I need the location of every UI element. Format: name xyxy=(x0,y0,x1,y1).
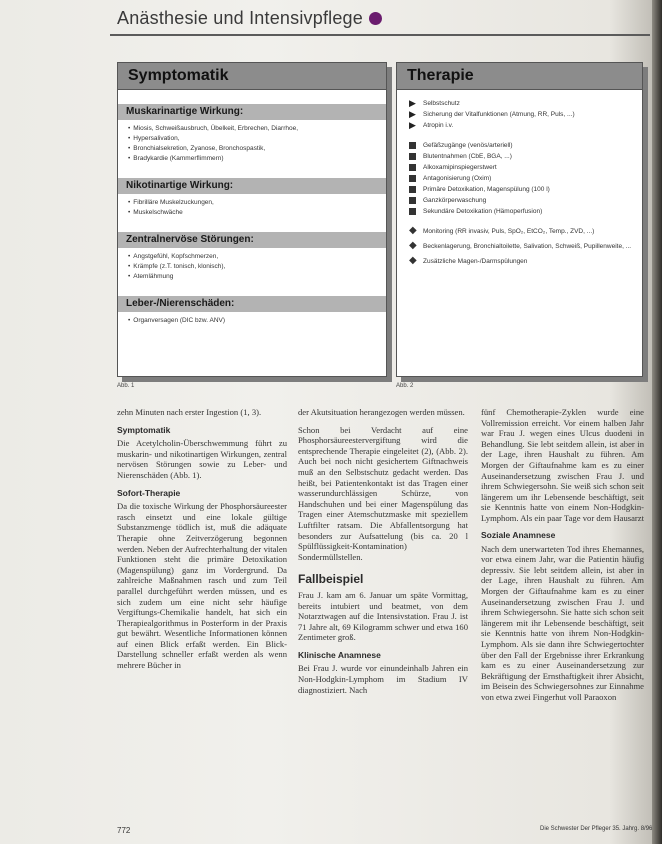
list-item: Gefäßzugänge (venös/arteriell) xyxy=(409,140,642,151)
list-item: • Krämpfe (z.T. tonisch, klonisch), xyxy=(128,262,386,272)
paragraph: der Akutsituation herangezogen werden müssen. xyxy=(298,407,465,417)
square-icon xyxy=(409,175,416,182)
text-column-2 xyxy=(298,407,468,702)
square-icon xyxy=(409,164,416,171)
paragraph: zehn Minuten nach erster Ingestion (1, 3). xyxy=(117,407,262,417)
paragraph: Schon bei Verdacht auf eine Phosphorsäureestervergiftung wird die entsprechende Therapie eingeleitet (2), (Abb. 2). Auch bei noch nicht gesichertem Giftnachweis muß an den Selbstschutz gedacht werden. Das heißt, bei Patientenkontakt ist das Tragen einer wasserundurchlässigen Schürze, von Handschuhen und bei einer Magenspülung das Tragen einer Atemschutzmaske mit speziellem Luftfilter ratsam. Die Abfallentsorgung hat besonders zur Aufsattelung (bis ca. 20 l Spülflüssigkeit-Kontamination) Sondermüllstellen. xyxy=(298,424,468,562)
heading-klinische-anamnese: Klinische Anamnese xyxy=(298,649,381,660)
list-item: ◆ Monitoring (RR invasiv, Puls, SpO₂, EtCO₂, Temp., ZVD, ...) xyxy=(409,225,595,236)
therapie-list xyxy=(397,90,642,267)
list-item: • Angstgefühl, Kopfschmerzen, xyxy=(128,252,386,262)
nikotin-list xyxy=(118,198,386,218)
zns-heading: Zentralnervöse Störungen: xyxy=(118,232,386,248)
diamond-icon: ◆ xyxy=(409,240,417,251)
therapie-box xyxy=(396,62,643,377)
arrow-right-icon: ▶ xyxy=(409,120,416,130)
leber-list xyxy=(118,316,386,326)
square-icon xyxy=(409,186,416,193)
list-item: • Miosis, Schweißausbruch, Übelkeit, Erbrechen, Diarrhoe, xyxy=(128,124,386,134)
list-item: Ganzkörperwaschung xyxy=(409,195,642,206)
heading-sofort-therapie: Sofort-Therapie xyxy=(117,487,181,498)
section-dot-icon xyxy=(369,12,382,25)
paragraph: Frau J. kam am 6. Januar um späte Vormittag, bereits intubiert und beatmet, von dem Notarztwagen auf die Intensivstation. Frau J. ist 71 Jahre alt, 69 Kilogramm schwer und etwa 160 Zentimeter groß. xyxy=(298,589,468,643)
book-gutter xyxy=(652,0,662,844)
list-item: Sekundäre Detoxikation (Hämoperfusion) xyxy=(409,206,642,217)
square-icon xyxy=(409,208,416,215)
square-icon xyxy=(409,197,416,204)
arrow-right-icon: ▶ xyxy=(409,98,416,108)
list-item: ◆ Beckenlagerung, Bronchialtoilette, Salivation, Schweiß, Pupillenweite, ... xyxy=(409,240,632,251)
list-item: • Bradykardie (Kammerflimmern) xyxy=(128,154,386,164)
paragraph: fünf Chemotherapie-Zyklen wurde eine Vollremission erreicht. Vor einem halben Jahr war Frau J. wegen eines Ulcus duodeni in Behandlung. Sie lebt seitdem allein, ist aber in der Lage, ihren Haushalt zu führen. Am Morgen der Giftaufnahme kam es zu einer Auseinandersetzung zwischen Frau J. und ihrem Schwiegersohn. Sie weiß sich schon seit längerem um ihr Lebensende beschäftigt, seit sie Kenntnis hatte von einem Non-Hodgkin-Lymphom. Als ein paar Tage vor dem Hausarzt xyxy=(481,407,644,523)
list-item: Primäre Detoxikation, Magenspülung (100 l) xyxy=(409,184,642,195)
list-item: • Muskelschwäche xyxy=(128,208,386,218)
page-header xyxy=(117,8,382,29)
heading-symptomatik: Symptomatik xyxy=(117,424,171,435)
arrow-right-icon: ▶ xyxy=(409,109,416,119)
nikotin-heading: Nikotinartige Wirkung: xyxy=(118,178,386,194)
muskarin-list xyxy=(118,124,386,164)
diamond-icon: ◆ xyxy=(409,225,417,236)
list-item: ▶ Atropin i.v. xyxy=(409,120,454,130)
list-item: • Fibrilläre Muskelzuckungen, xyxy=(128,198,386,208)
figure-caption-1: Abb. 1 xyxy=(117,383,135,389)
square-icon xyxy=(409,153,416,160)
section-title: Anästhesie und Intensivpflege xyxy=(117,8,363,28)
list-item: ▶ Selbstschutz xyxy=(409,98,460,108)
paragraph: Da die toxische Wirkung der Phosphorsäureester rasch einsetzt und eine lokale gültige Substanzmenge tödlich ist, muß die adäquate Therapie ohne Zeitverzögerung begonnen werden. Neben der Aufrechterhaltung der vitalen Funktionen steht die primäre Detoxikation (Magenspülung) ganz im Vordergrund. Da zahlreiche Maßnahmen rasch und zum Teil parallel durchgeführt werden müssen, und es sich zudem um eine nicht sehr häufige Vergiftungs-Chemikalie handelt, hat sich ein Therapiealgorithmus in Posterform in der Praxis gut bewährt. Wesentliche Informationen können auf einen Blick erfaßt werden. Ein Blick-Darstellung schneller erfaßt werden als wenn mehrere Bücher in xyxy=(117,501,287,671)
list-item: Antagonisierung (Oxim) xyxy=(409,173,642,184)
list-item: ◆ Zusätzliche Magen-/Darmspülungen xyxy=(409,255,528,266)
zns-list xyxy=(118,252,386,282)
paragraph: Die Acetylcholin-Überschwemmung führt zu muskarin- und nikotinartigen Wirkungen, zentral nervösen Störungen sowie zu Leber- und Nierenschäden (Abb. 1). xyxy=(117,438,287,480)
list-item: • Atemlähmung xyxy=(128,272,386,282)
figure-caption-2: Abb. 2 xyxy=(396,383,414,389)
symptomatik-title: Symptomatik xyxy=(118,63,386,90)
paragraph: Nach dem unerwarteten Tod ihres Ehemannes, vor etwa einem Jahr, war die Patientin häufig depressiv. Sie lebt seitdem allein, ist aber in der Lage, ihren Haushalt zu führen. Am Morgen der Giftaufnahme kam es zu einer Auseinandersetzung zwischen Frau J. und ihrem Schwiegersohn. Sie hatte sich schon seit längerem mit ihr Lebensende beschäftigt, seit sie Kenntnis hatte von ihrem Non-Hodgkin-Lymphom. Als sie dann ihre Schwiegertochter über den Fall der Ergebnisse ihrer Erkrankung kam es zu einer Auseinandersetzung zur Bekräftigung der Ernsthaftigkeit ihrer Absicht, im Beisein des Schwiegersohnes zur Einnahme von etwa zwei Fingerhut voll Paraoxon xyxy=(481,543,644,702)
list-item: • Hypersalivation, xyxy=(128,134,386,144)
paragraph: Bei Frau J. wurde vor einundeinhalb Jahren ein Non-Hodgkin-Lymphom im Stadium IV diagnostiziert. Nach xyxy=(298,663,468,695)
symptomatik-box xyxy=(117,62,387,377)
list-item: ▶ Sicherung der Vitalfunktionen (Atmung, RR, Puls, ...) xyxy=(409,109,575,119)
heading-fallbeispiel: Fallbeispiel xyxy=(298,572,364,587)
page-number: 772 xyxy=(117,826,131,835)
text-column-1 xyxy=(117,407,287,678)
list-item: Blutentnahmen (CbE, BGA, ...) xyxy=(409,151,642,162)
heading-soziale-anamnese: Soziale Anamnese xyxy=(481,530,556,540)
list-item: • Organversagen (DIC bzw. ANV) xyxy=(128,316,386,326)
leber-heading: Leber-/Nierenschäden: xyxy=(118,296,386,312)
square-icon xyxy=(409,142,416,149)
diamond-icon: ◆ xyxy=(409,255,417,266)
header-rule xyxy=(110,34,650,36)
muskarin-heading: Muskarinartige Wirkung: xyxy=(118,104,386,120)
journal-footer: Die Schwester Der Pfleger 35. Jahrg. 8/96 xyxy=(540,826,653,832)
therapie-title: Therapie xyxy=(397,63,642,90)
list-item: • Bronchialsekretion, Zyanose, Bronchospastik, xyxy=(128,144,386,154)
list-item: Alkoxamipinspiegerstwert xyxy=(409,162,642,173)
text-column-3 xyxy=(481,407,644,710)
